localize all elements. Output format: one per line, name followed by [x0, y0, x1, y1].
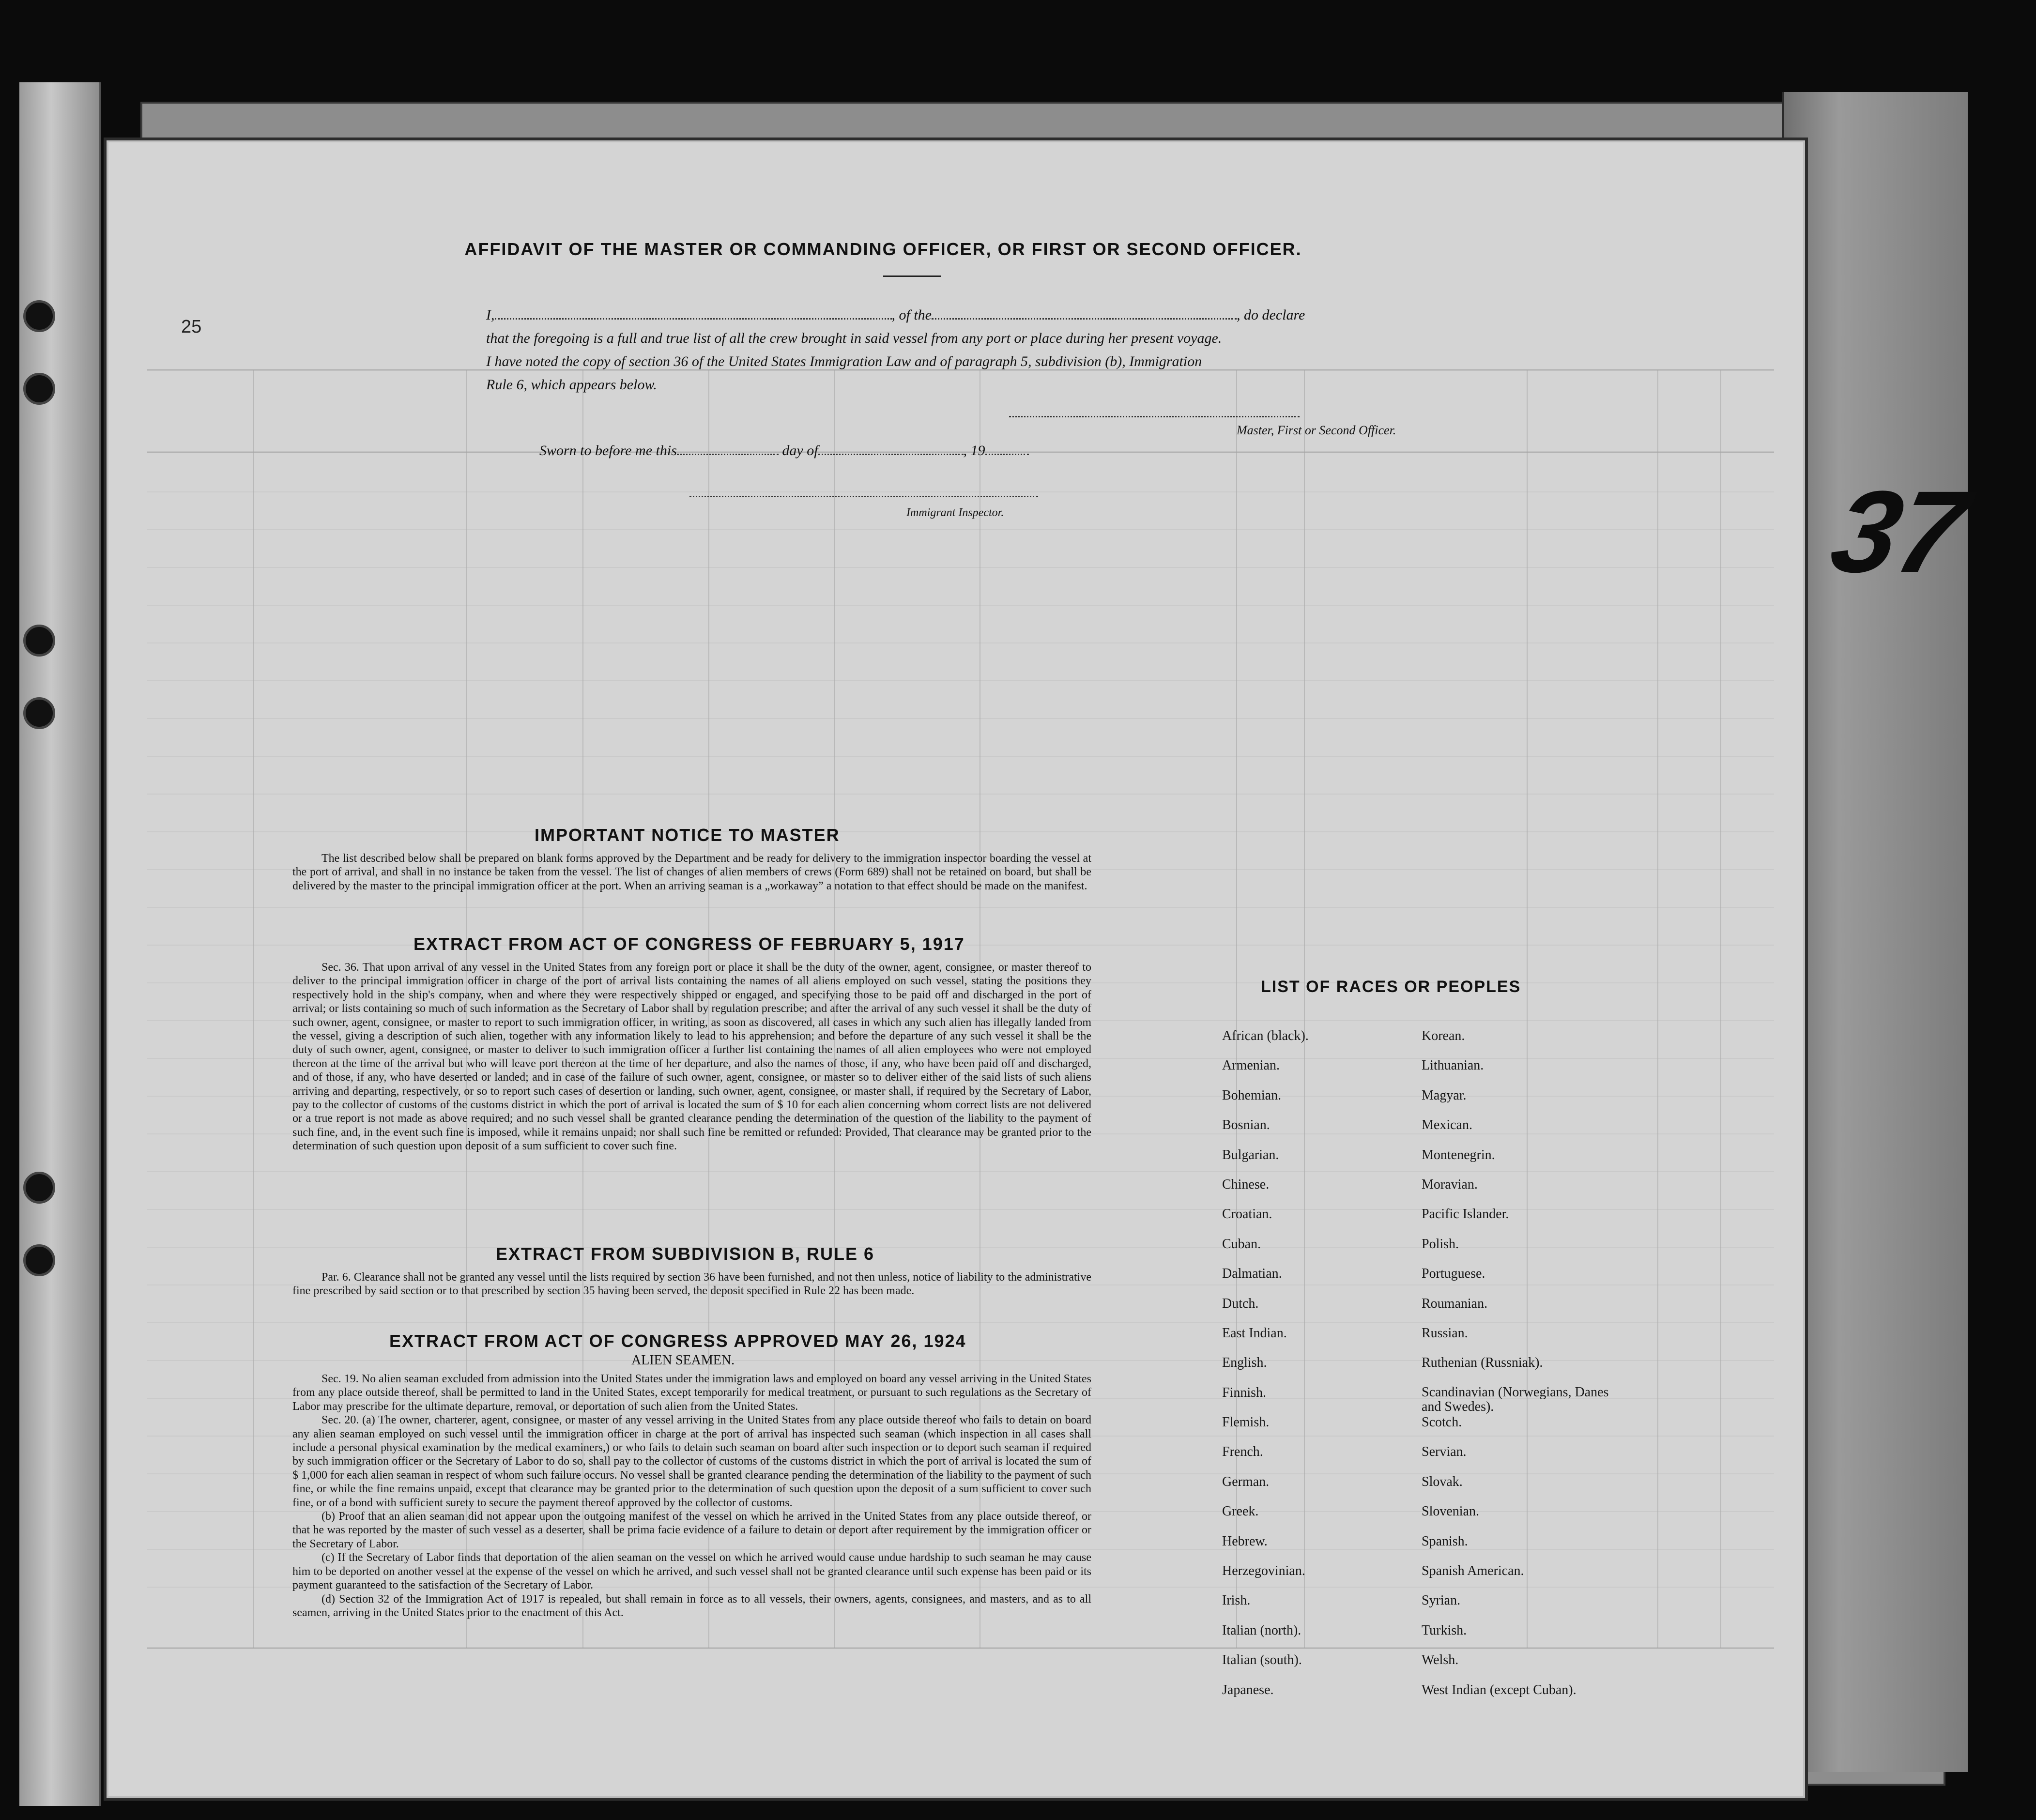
handwritten-sheet-number: 37 [1821, 467, 1978, 596]
inspector-label: Immigrant Inspector. [906, 506, 1004, 519]
race-item: Chinese. [1222, 1177, 1270, 1192]
race-item: Moravian. [1422, 1177, 1478, 1192]
race-item: Scandinavian (Norwegians, Danes and Swedes). [1422, 1384, 1609, 1414]
race-item: Dutch. [1222, 1296, 1259, 1311]
race-item: Welsh. [1422, 1652, 1459, 1668]
notice-heading: IMPORTANT NOTICE TO MASTER [535, 825, 840, 845]
race-item: Irish. [1222, 1593, 1251, 1608]
race-item: Spanish American. [1422, 1563, 1524, 1579]
race-item: French. [1222, 1444, 1263, 1460]
race-item: Russian. [1422, 1325, 1468, 1341]
race-item: Italian (north). [1222, 1622, 1301, 1638]
punch-hole [23, 697, 55, 729]
race-item: Bosnian. [1222, 1117, 1270, 1133]
extract-1917-heading: EXTRACT FROM ACT OF CONGRESS OF FEBRUARY 5, 1917 [413, 934, 965, 954]
extract-1924-text: Sec. 19. No alien seaman excluded from admission into the United States under the immigration laws and employed on board any vessel arriving in the United States from any place outside thereof, shall be permitted to land in the United States, except temporarily for medical treatment, or pursuant to such regulations as the Secretary of Labor may prescribe for the ultimate departure, removal, or deportation of such alien from the United States. Sec. 20. (a) The owner, charterer, agent, consignee, or master of any vessel arriving in the United States from any place outside thereof who fails to detain on board any alien seaman employed on such vessel until the immigration officer in charge at the port of arrival has inspected such seaman (which inspection in all cases shall include a personal physical examination by the medical examiners,) or who fails to detain such seaman on board after such inspection or to deport such seaman if required by such immigration officer or the Secretary of Labor to do so, shall pay to the collector of customs of the customs district in which the port of arrival is located the sum of $ 1,000 for each alien seaman in respect of whom such failure occurs. No vessel shall be granted clearance pending the determination of the liability to the payment of such fine, or while the fine remains unpaid, except that clearance may be granted prior to the determination of such question upon the deposit of a sum sufficient to cover such fine, or of a bond with sufficient surety to secure the payment thereof approved by the collector of customs. (b) Proof that an alien seaman did not appear upon the outgoing manifest of the vessel on which he arrived in the United States from any place outside thereof, or that he was reported by the master of such vessel as a deserter, shall be prima facie evidence of a failure to detain or deport after requirement by the immigration officer or the Secretary of Labor. (c) If the Secretary of Labor finds that deportation of the alien seaman on the vessel on which he arrived would cause undue hardship to such seaman he may cause him to be deported on another vessel at the expense of the vessel on which he arrived, and such vessel shall not be granted clearance until such expense has been paid or its payment guaranteed to the satisfaction of the Secretary of Labor. (d) Section 32 of the Immigration Act of 1917 is repealed, but shall remain in force as to all vessels, their owners, agents, consignees, and masters, and as to all seamen, arriving in the United States prior to the enactment of this Act. [292, 1373, 1091, 1619]
extract-rule6-text: Par. 6. Clearance shall not be granted any vessel until the lists required by section 36 have been furnished, and not then unless, notice of liability to the administrative fine prescribed by said section or to that prescribed by section 35 having been served, the deposit specified in Rule 22 has been made. [292, 1271, 1091, 1298]
inspector-signature-line [689, 486, 1038, 497]
race-item: Lithuanian. [1422, 1058, 1484, 1073]
race-item: Pacific Islander. [1422, 1207, 1509, 1222]
affidavit-declaration-line: I, , of the , do declare [486, 307, 1305, 323]
affidavit-text-line: that the foregoing is a full and true list of all the crew brought in said vessel from any port or place during her present voyage. [486, 330, 1222, 346]
punch-hole [23, 625, 55, 657]
extract-rule6-heading: EXTRACT FROM SUBDIVISION B, RULE 6 [496, 1244, 875, 1264]
affidavit-text-line: Rule 6, which appears below. [486, 377, 657, 393]
race-item: Cuban. [1222, 1236, 1261, 1252]
race-item: African (black). [1222, 1028, 1309, 1043]
ledger-edge [1782, 92, 1968, 1772]
race-item: Hebrew. [1222, 1533, 1268, 1549]
divider [883, 275, 941, 277]
signature-line [1009, 406, 1300, 417]
race-item: Herzegovinian. [1222, 1563, 1305, 1579]
sworn-line: Sworn to before me this day of , 19 [539, 443, 1029, 459]
race-item: Finnish. [1222, 1385, 1267, 1400]
race-item: East Indian. [1222, 1325, 1287, 1341]
race-item: Spanish. [1422, 1533, 1468, 1549]
extract-1924-subheading: ALIEN SEAMEN. [631, 1353, 735, 1368]
races-right-column [1422, 1028, 1625, 1712]
race-item: Roumanian. [1422, 1296, 1488, 1311]
margin-mark: 25 [181, 317, 202, 337]
race-item: Armenian. [1222, 1058, 1280, 1073]
race-item: Polish. [1422, 1236, 1459, 1252]
race-item: English. [1222, 1355, 1267, 1371]
extract-1924-heading: EXTRACT FROM ACT OF CONGRESS APPROVED MAY 26, 1924 [389, 1331, 966, 1351]
race-item: Flemish. [1222, 1415, 1270, 1430]
race-item: Servian. [1422, 1444, 1467, 1460]
notice-text: The list described below shall be prepared on blank forms approved by the Department and be ready for delivery to the immigration inspector boarding the vessel at the port of arrival, and shall in no instance be taken from the vessel. The list of changes of alien members of crews (Form 689) shall not be retained on board, but shall be delivered by the master to the principal immigration officer at the port. When an arriving seaman is a „workaway” a notation to that effect should be made on the manifest. [292, 852, 1091, 892]
race-item: Syrian. [1422, 1593, 1461, 1608]
race-item: Greek. [1222, 1504, 1259, 1519]
race-item: Slovenian. [1422, 1504, 1479, 1519]
races-heading: LIST OF RACES OR PEOPLES [1261, 978, 1521, 996]
binder-strip [19, 82, 101, 1806]
race-item: German. [1222, 1474, 1270, 1489]
extract-1917-text: Sec. 36. That upon arrival of any vessel in the United States from any foreign port or place it shall be the duty of the owner, agent, consignee, or master thereof to deliver to the principal immigration officer in charge of the port of arrival lists containing the names of all aliens employed on such vessel, stating the positions they respectively hold in the ship's company, when and where they were respectively shipped or engaged, and specifying those to be paid off and discharged in the port of arrival; or lists containing so much of such information as the Secretary of Labor shall by regulation prescribe; and after the arrival of any such vessel it shall be the duty of such owner, agent, consignee, or master to report to such immigration officer, in writing, as soon as discovered, all cases in which any such alien has illegally landed from the vessel, giving a description of such alien, together with any information likely to lead to his apprehension; and before the departure of any such vessel it shall be the duty of such owner, agent, consignee, or master to deliver to such immigration officer a further list containing the names of all alien employees who were not employed thereon at the time of the arrival but who will leave port thereon at the time of her departure, and also the names of those, if any, who have been paid off and discharged, and of those, if any, who have deserted or landed; and in case of the failure of such owner, agent, consignee, or master so to deliver either of the said lists of such aliens arriving and departing, respectively, or so to report such cases of desertion or landing, such owner, agent, consignee, or master shall, if required by the Secretary of Labor, pay to the collector of customs of the customs district in which the port of arrival is located the sum of $ 10 for each alien concerning whom correct lists are not delivered or a true report is not made as above required; and no such vessel shall be granted clearance pending the determination of the question of the liability to the payment of such fine, and, in the event such fine is imposed, while it remains unpaid; nor shall such fine be remitted or refunded: Provided, That clearance may be granted prior to the determination of such question upon deposit of a sum sufficient to cover such fine. [292, 961, 1091, 1153]
race-item: Slovak. [1422, 1474, 1463, 1489]
race-item: Italian (south). [1222, 1652, 1302, 1668]
race-item: Scotch. [1422, 1415, 1462, 1430]
race-item: Bohemian. [1222, 1087, 1282, 1103]
race-item: Japanese. [1222, 1682, 1274, 1698]
punch-hole [23, 1244, 55, 1276]
race-item: Korean. [1422, 1028, 1465, 1043]
race-item: Montenegrin. [1422, 1147, 1495, 1162]
race-item: Dalmatian. [1222, 1266, 1282, 1282]
signature-label: Master, First or Second Officer. [1237, 423, 1396, 437]
race-item: Croatian. [1222, 1207, 1272, 1222]
race-item: Turkish. [1422, 1622, 1467, 1638]
race-item: Bulgarian. [1222, 1147, 1279, 1162]
race-item: Magyar. [1422, 1087, 1467, 1103]
races-left-column [1222, 1028, 1416, 1712]
punch-hole [23, 373, 55, 405]
document-page [107, 140, 1805, 1798]
punch-hole [23, 300, 55, 332]
punch-hole [23, 1172, 55, 1204]
race-item: Mexican. [1422, 1117, 1472, 1133]
affidavit-text-line: I have noted the copy of section 36 of the United States Immigration Law and of paragraph 5, subdivision (b), Immigration [486, 353, 1202, 369]
race-item: Portuguese. [1422, 1266, 1485, 1282]
race-item: West Indian (except Cuban). [1422, 1682, 1577, 1698]
race-item: Ruthenian (Russniak). [1422, 1355, 1543, 1371]
affidavit-title: AFFIDAVIT OF THE MASTER OR COMMANDING OFFICER, OR FIRST OR SECOND OFFICER. [464, 239, 1302, 259]
